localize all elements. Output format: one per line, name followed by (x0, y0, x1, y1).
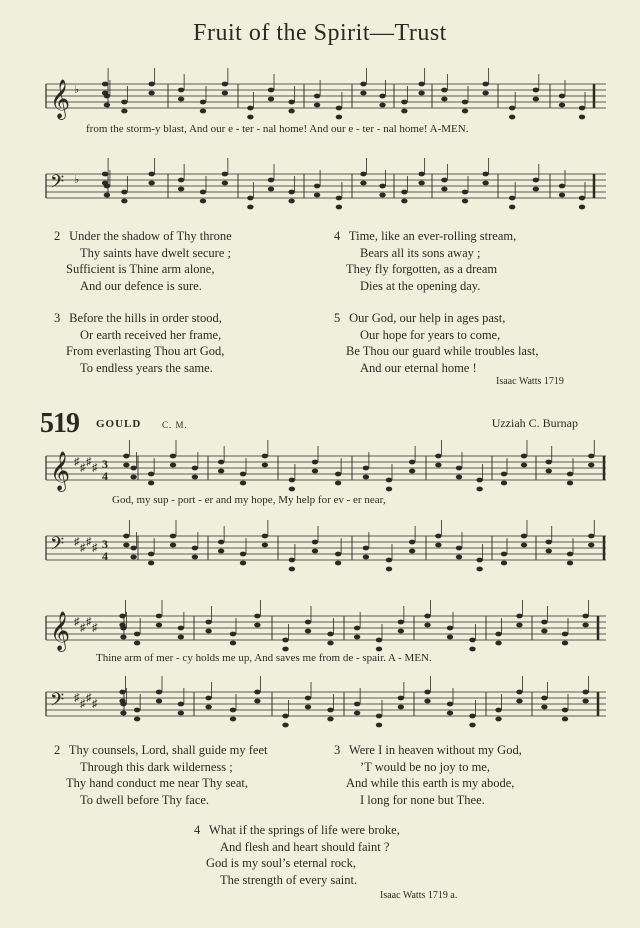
meter: C. M. (162, 420, 188, 430)
verse-line: Our God, our help in ages past, (349, 311, 506, 325)
verse-line: Thy counsels, Lord, shall guide my feet (68, 743, 268, 757)
verse-number: 2 (54, 743, 61, 757)
svg-text:♯: ♯ (92, 622, 98, 634)
verse-line: Our hope for years to come, (360, 327, 501, 342)
music-system-1 (38, 64, 606, 204)
music-staff-bass (38, 168, 606, 218)
verse-line: Before the hills in order stood, (69, 311, 222, 325)
svg-text:♯: ♯ (74, 456, 80, 468)
svg-text:𝄞: 𝄞 (50, 611, 71, 651)
svg-text:♯: ♯ (80, 622, 86, 634)
svg-text:♯: ♯ (80, 462, 86, 474)
verse-line: Thy hand conduct me near Thy seat, (66, 776, 249, 791)
verse-line: To endless years the same. (80, 360, 213, 375)
verse-line: Bears all its sons away ; (360, 245, 481, 260)
verse-line: Be Thou our guard while troubles last, (346, 344, 539, 359)
svg-text:♯: ♯ (86, 692, 92, 704)
verse-line: Under the shadow of Thy throne (69, 229, 232, 243)
svg-text:♯: ♯ (92, 698, 98, 710)
svg-text:♯: ♯ (80, 542, 86, 554)
hymn-title: Fruit of the Spirit—Trust (193, 20, 447, 46)
verse-5 (334, 310, 538, 376)
svg-text:♯: ♯ (74, 692, 80, 704)
verse-line: Through this dark wilderness ; (80, 759, 233, 774)
verse-number: 3 (334, 743, 341, 757)
svg-text:♯: ♯ (80, 698, 86, 710)
svg-text:3: 3 (102, 537, 108, 551)
composer: Uzziah C. Burnap (491, 416, 578, 430)
svg-text:♯: ♯ (74, 536, 80, 548)
hymn-number: 519 (40, 408, 79, 439)
verse-number: 3 (54, 311, 61, 325)
verse-line: From everlasting Thou art God, (66, 344, 225, 359)
svg-text:♯: ♯ (74, 616, 80, 628)
verse-line: And our eternal home ! (360, 360, 477, 375)
verse-line: Thy saints have dwelt secure ; (80, 245, 231, 260)
verse-line: What if the springs of life were broke, (208, 823, 400, 837)
music-system-3 (38, 600, 606, 730)
verse-number: 2 (54, 229, 61, 243)
verse-line: Dies at the opening day. (360, 278, 481, 293)
verse-line: They fly forgotten, as a dream (346, 262, 498, 277)
svg-text:4: 4 (102, 549, 108, 563)
verse-4 (194, 822, 400, 888)
svg-text:𝄢: 𝄢 (50, 690, 65, 715)
svg-text:𝄢: 𝄢 (50, 534, 65, 559)
verse-number: 5 (334, 311, 341, 325)
lyric-line: Thine arm of mer - cy holds me up, And saves me from de - spair. A - MEN. (96, 652, 432, 664)
music-system-2 (38, 436, 606, 576)
verse-number: 4 (194, 823, 201, 837)
verse-line: Or earth received her frame, (80, 327, 222, 342)
music-staff-bass (38, 530, 606, 586)
verse-line: To dwell before Thy face. (80, 792, 210, 807)
verse-line: The strength of every saint. (220, 872, 358, 887)
verse-4 (334, 228, 516, 294)
svg-text:♯: ♯ (86, 536, 92, 548)
verse-2 (54, 742, 267, 808)
tune-name: GOULD (96, 418, 142, 430)
svg-text:♯: ♯ (86, 616, 92, 628)
verse-line: Time, like an ever-rolling stream, (348, 229, 517, 243)
verse-line: And flesh and heart should faint ? (220, 839, 390, 854)
verse-3 (54, 310, 224, 376)
verse-number: 4 (334, 229, 341, 243)
verse-2 (54, 228, 232, 294)
attribution: Isaac Watts 1719 (496, 376, 564, 387)
svg-text:♯: ♯ (92, 462, 98, 474)
verse-3 (334, 742, 522, 808)
verse-line: Were I in heaven without my God, (348, 743, 522, 757)
svg-text:♯: ♯ (86, 456, 92, 468)
svg-text:𝄞: 𝄞 (50, 79, 71, 119)
verse-line: Sufficient is Thine arm alone, (66, 262, 215, 277)
verse-line: ’T would be no joy to me, (360, 759, 490, 774)
music-staff-treble (38, 78, 606, 128)
svg-text:𝄞: 𝄞 (50, 451, 71, 491)
svg-text:3: 3 (102, 457, 108, 471)
verse-line: God is my soul’s eternal rock, (206, 856, 356, 871)
svg-text:4: 4 (102, 469, 108, 483)
svg-text:𝄢: 𝄢 (50, 172, 65, 197)
attribution: Isaac Watts 1719 a. (380, 890, 458, 901)
verse-line: And while this earth is my abode, (346, 776, 515, 791)
svg-text:♭: ♭ (74, 174, 80, 186)
verse-line: I long for none but Thee. (360, 792, 485, 807)
music-staff-bass (38, 686, 606, 742)
verse-line: And our defence is sure. (80, 278, 202, 293)
svg-text:♯: ♯ (92, 542, 98, 554)
lyric-line: God, my sup - port - er and my hope, My help for ev - er near, (112, 494, 386, 506)
lyric-line: from the storm-y blast, And our e - ter - nal home! And our e - ter - nal home! A-MEN. (86, 123, 469, 135)
svg-text:♭: ♭ (74, 84, 80, 96)
